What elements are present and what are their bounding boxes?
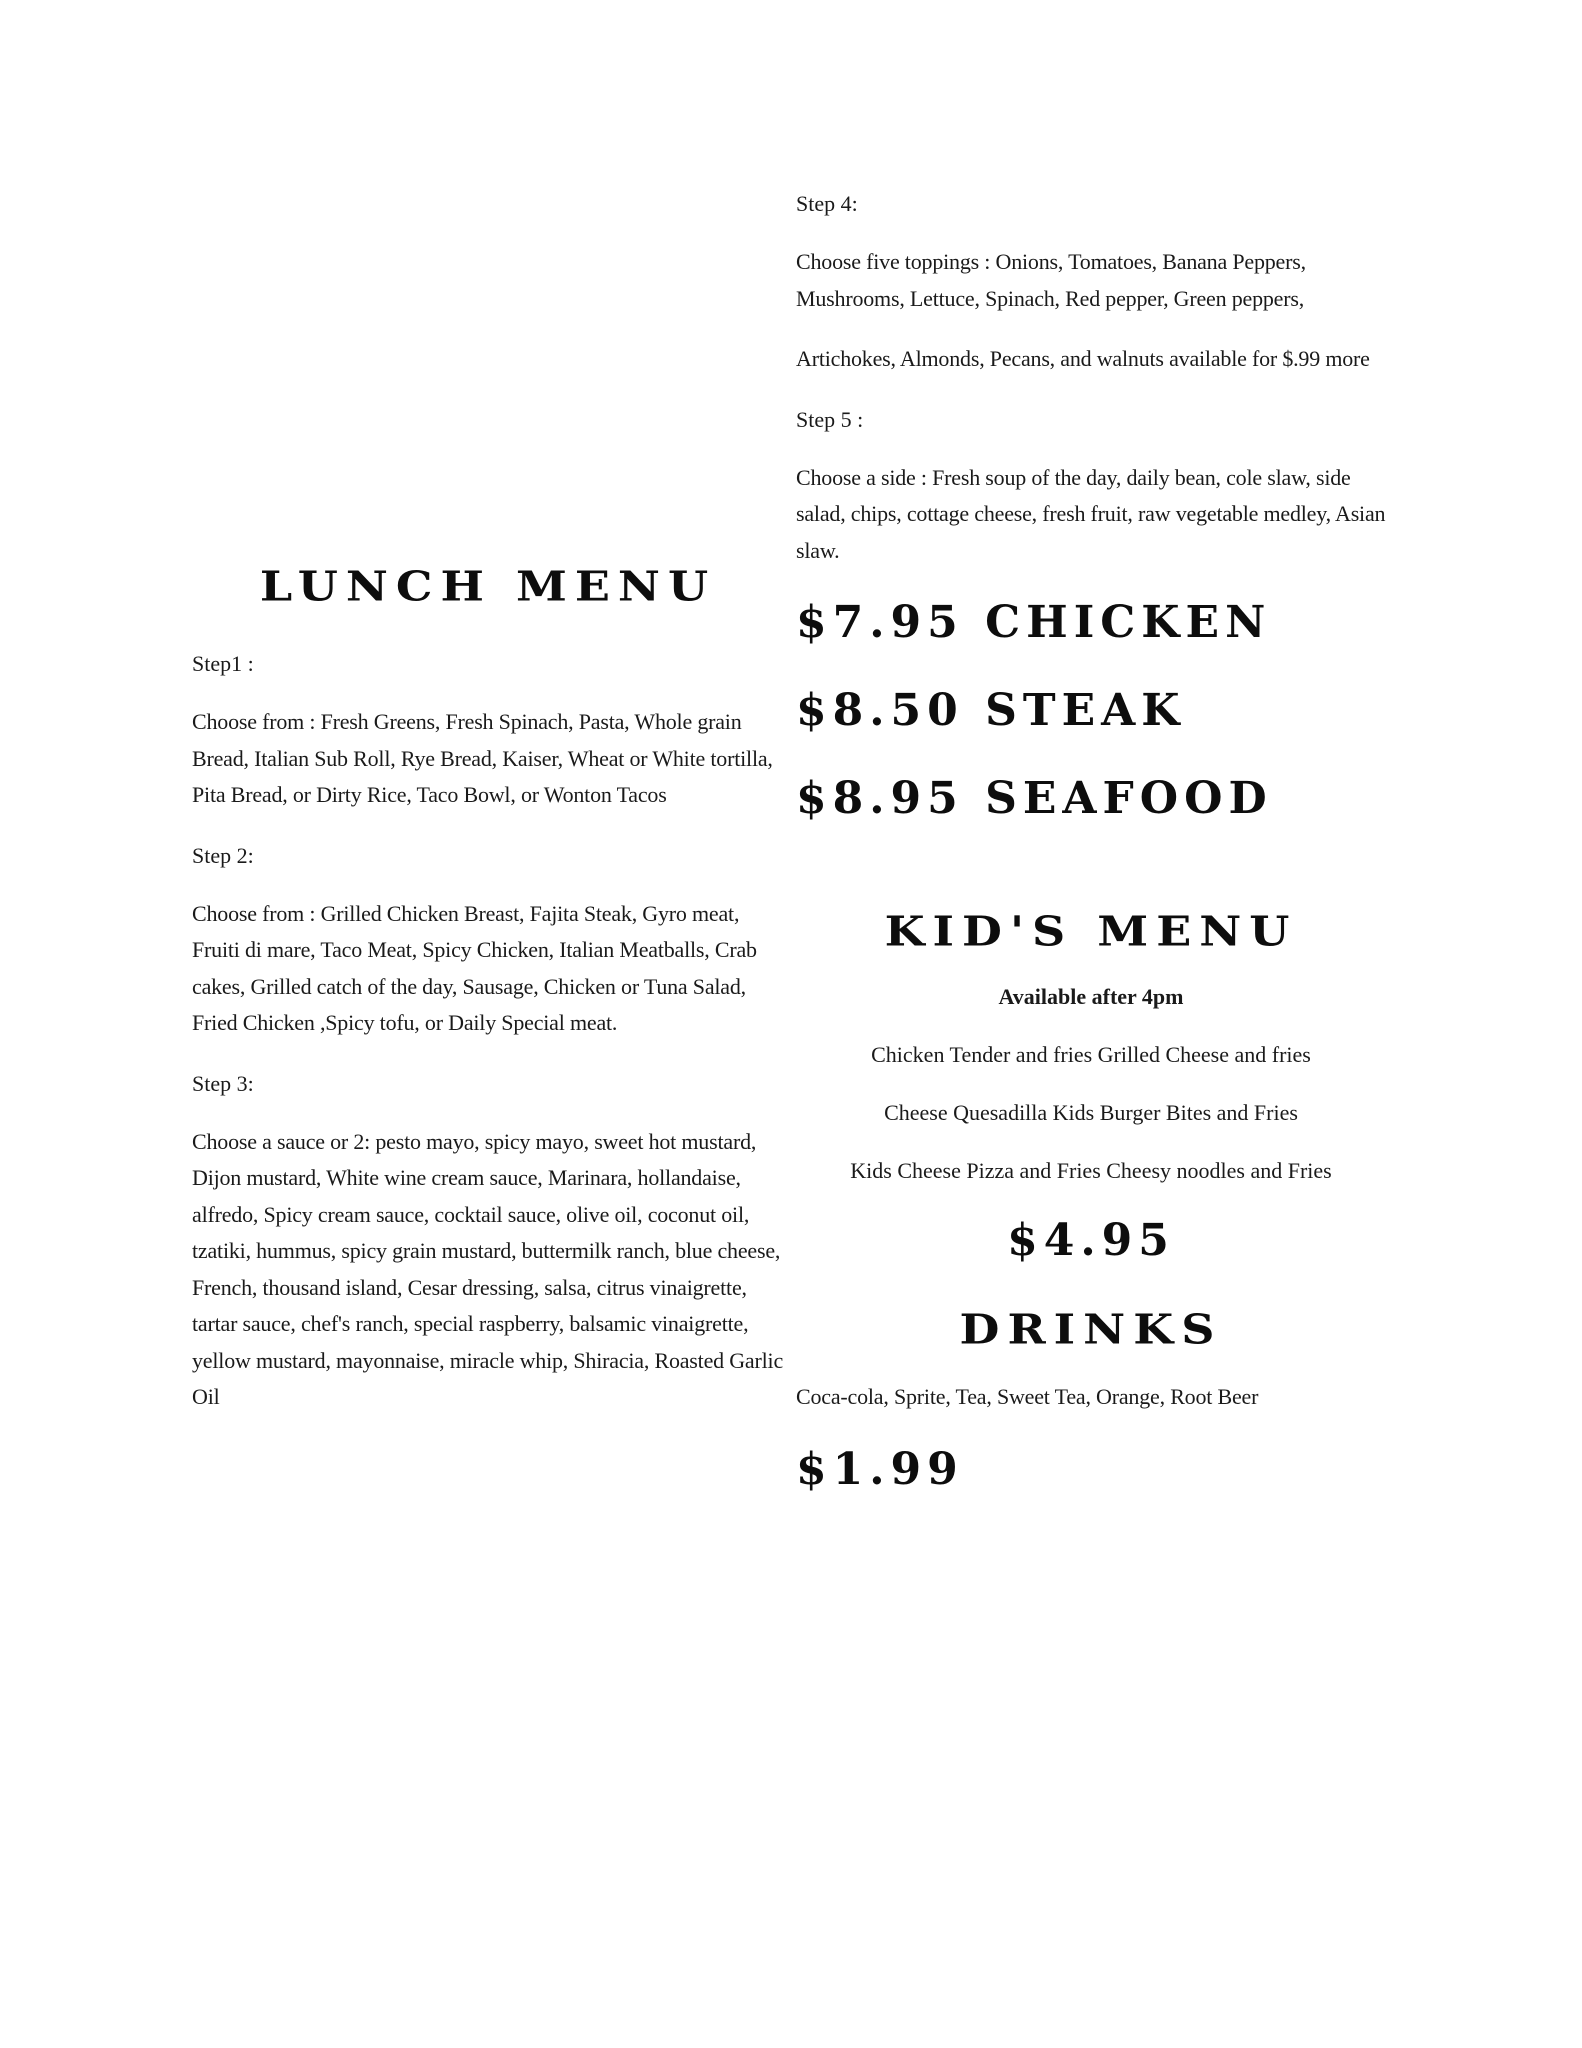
drinks-title: DRINKS xyxy=(959,1304,1223,1354)
lunch-menu-title-wrap xyxy=(192,556,784,644)
step5-text: Choose a side : Fresh soup of the day, daily bean, cole slaw, side salad, chips, cottage cheese, fresh fruit, raw vegetable medley, Asian slaw. xyxy=(796,464,1386,563)
lunch-menu-title: LUNCH MENU xyxy=(259,561,717,611)
step4-label: Step 4: xyxy=(796,191,858,216)
step2-label: Step 2: xyxy=(192,842,254,868)
drinks-price: $1.99 xyxy=(796,1443,964,1495)
kids-price: $4.95 xyxy=(1007,1215,1175,1266)
step2-text: Choose from : Grilled Chicken Breast, Fajita Steak, Gyro meat, Fruiti di mare, Taco Meat, Spicy Chicken, Italian Meatballs, Crab cakes, Grilled catch of the day, Sausage, Chicken or Tuna Salad, Fried Chicken ,Spicy tofu, or Daily Special meat. xyxy=(192,900,757,1035)
kids-items-line-3: Kids Cheese Pizza and Fries Cheesy noodles and Fries xyxy=(850,1158,1332,1183)
kids-items-line-1: Chicken Tender and fries Grilled Cheese and fries xyxy=(871,1042,1311,1067)
price-steak: $8.50 STEAK xyxy=(796,685,1186,736)
step5-label: Step 5 : xyxy=(796,406,864,432)
kids-items-line-2: Cheese Quesadilla Kids Burger Bites and Fries xyxy=(884,1100,1298,1125)
step1-label: Step1 : xyxy=(192,651,254,676)
step4-extra: Artichokes, Almonds, Pecans, and walnuts available for $.99 more xyxy=(796,346,1370,371)
kids-availability-note: Available after 4pm xyxy=(998,984,1184,1009)
kids-menu-title: KID'S MENU xyxy=(884,906,1298,956)
step3-label: Step 3: xyxy=(192,1070,254,1096)
step1-text: Choose from : Fresh Greens, Fresh Spinach, Pasta, Whole grain Bread, Italian Sub Roll, Rye Bread, Kaiser, Wheat or White tortilla, Pita Bread, or Dirty Rice, Taco Bowl, or Wonton Tacos xyxy=(192,709,773,807)
step4-text: Choose five toppings : Onions, Tomatoes, Banana Peppers, Mushrooms, Lettuce, Spinach, Red pepper, Green peppers, xyxy=(796,249,1306,311)
drinks-list: Coca-cola, Sprite, Tea, Sweet Tea, Orange, Root Beer xyxy=(796,1384,1259,1409)
price-chicken: $7.95 CHICKEN xyxy=(796,597,1272,648)
left-column xyxy=(192,646,784,1440)
step3-text: Choose a sauce or 2: pesto mayo, spicy mayo, sweet hot mustard, Dijon mustard, White wine cream sauce, Marinara, hollandaise, alfredo, Spicy cream sauce, cocktail sauce, olive oil, coconut oil, tzatiki, hummus, spicy grain mustard, buttermilk ranch, blue cheese, French, thousand island, Cesar dressing, salsa, citrus vinaigrette, tartar sauce, chef's ranch, special raspberry, balsamic vinaigrette, yellow mustard, mayonnaise, miracle whip, Shiracia, Roasted Garlic Oil xyxy=(192,1128,784,1409)
price-seafood: $8.95 SEAFOOD xyxy=(796,773,1273,824)
right-column xyxy=(796,186,1386,1528)
